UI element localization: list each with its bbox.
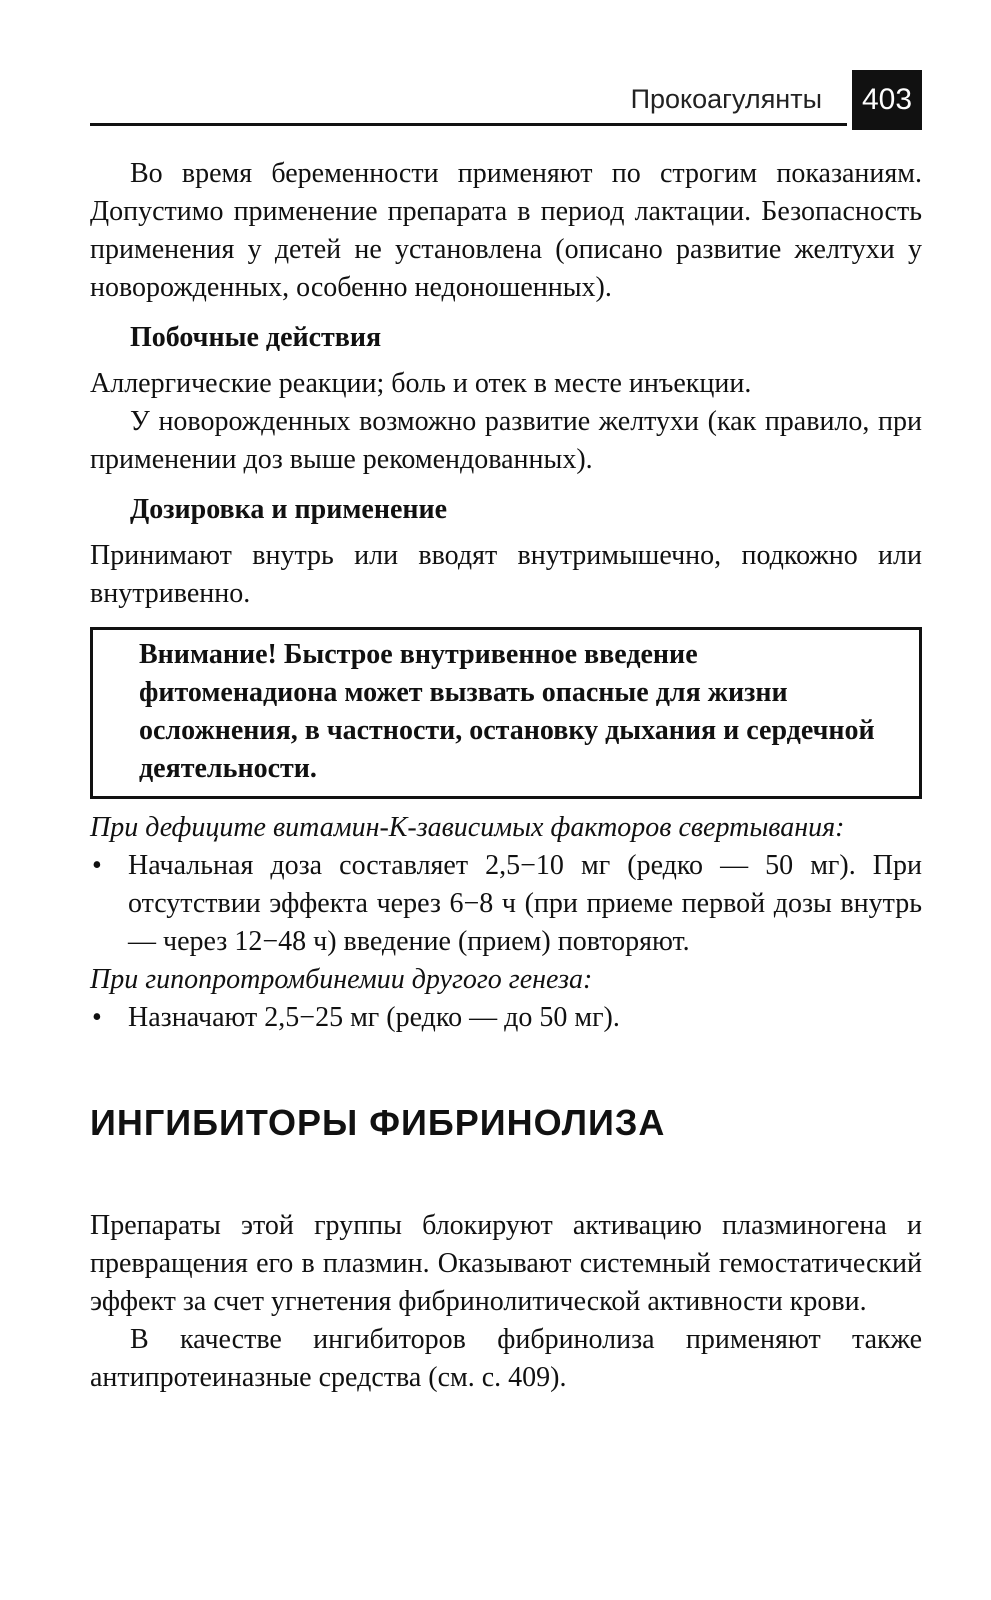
section-heading: ИНГИБИТОРЫ ФИБРИНОЛИЗА — [90, 1102, 666, 1143]
bullet-icon: • — [92, 1002, 102, 1033]
list-item — [90, 999, 922, 1037]
side-effects-paragraph-1: Аллергические реакции; боль и отек в месте инъекции. — [90, 368, 752, 399]
list-item — [90, 847, 922, 961]
hypoprothrombinemia-label: При гипопротромбинемии другого генеза: — [90, 964, 593, 995]
header-rule — [90, 123, 847, 126]
warning-box — [90, 627, 922, 799]
dosage-list-1 — [90, 847, 922, 961]
bullet-icon: • — [92, 850, 102, 881]
dosage-list-2 — [90, 999, 922, 1037]
dosage-paragraph: Принимают внутрь или вводят внутримышечно, подкожно или внутривенно. — [90, 540, 922, 609]
list-item-text: Назначают 2,5−25 мг (редко — до 50 мг). — [128, 1002, 620, 1033]
side-effects-paragraph-2: У новорожденных возможно развитие желтухи (как правило, при применении доз выше рекомендованных). — [90, 406, 922, 475]
page-body — [90, 155, 922, 1397]
warning-text: Внимание! Быстрое внутривенное введение фитоменадиона может вызвать опасные для жизни осложнения, в частности, остановку дыхания и сердечной деятельности. — [139, 639, 875, 784]
list-item-text: Начальная доза составляет 2,5−10 мг (редко — 50 мг). При отсутствии эффекта через 6−8 ч (при приеме первой дозы внутрь — через 12−48 ч) введение (прием) повторяют. — [128, 850, 922, 957]
side-effects-heading: Побочные действия — [130, 322, 382, 353]
running-header — [90, 70, 922, 130]
running-header-title: Прокоагулянты — [630, 84, 822, 114]
page-number: 403 — [852, 70, 922, 130]
dosage-heading: Дозировка и применение — [130, 494, 448, 525]
vitamin-k-deficiency-label: При дефиците витамин-К-зависимых факторов свертывания: — [90, 812, 845, 843]
pregnancy-paragraph: Во время беременности применяют по строгим показаниям. Допустимо применение препарата в период лактации. Безопасность применения у детей не установлена (описано развитие желтухи у новорожденных, особенно недоношенных). — [90, 158, 922, 303]
section-paragraph-2: В качестве ингибиторов фибринолиза применяют также антипротеиназные средства (см. с. 409). — [90, 1324, 922, 1393]
section-paragraph-1: Препараты этой группы блокируют активацию плазминогена и превращения его в плазмин. Оказывают системный гемостатический эффект за счет угнетения фибринолитической активности крови. — [90, 1210, 922, 1317]
